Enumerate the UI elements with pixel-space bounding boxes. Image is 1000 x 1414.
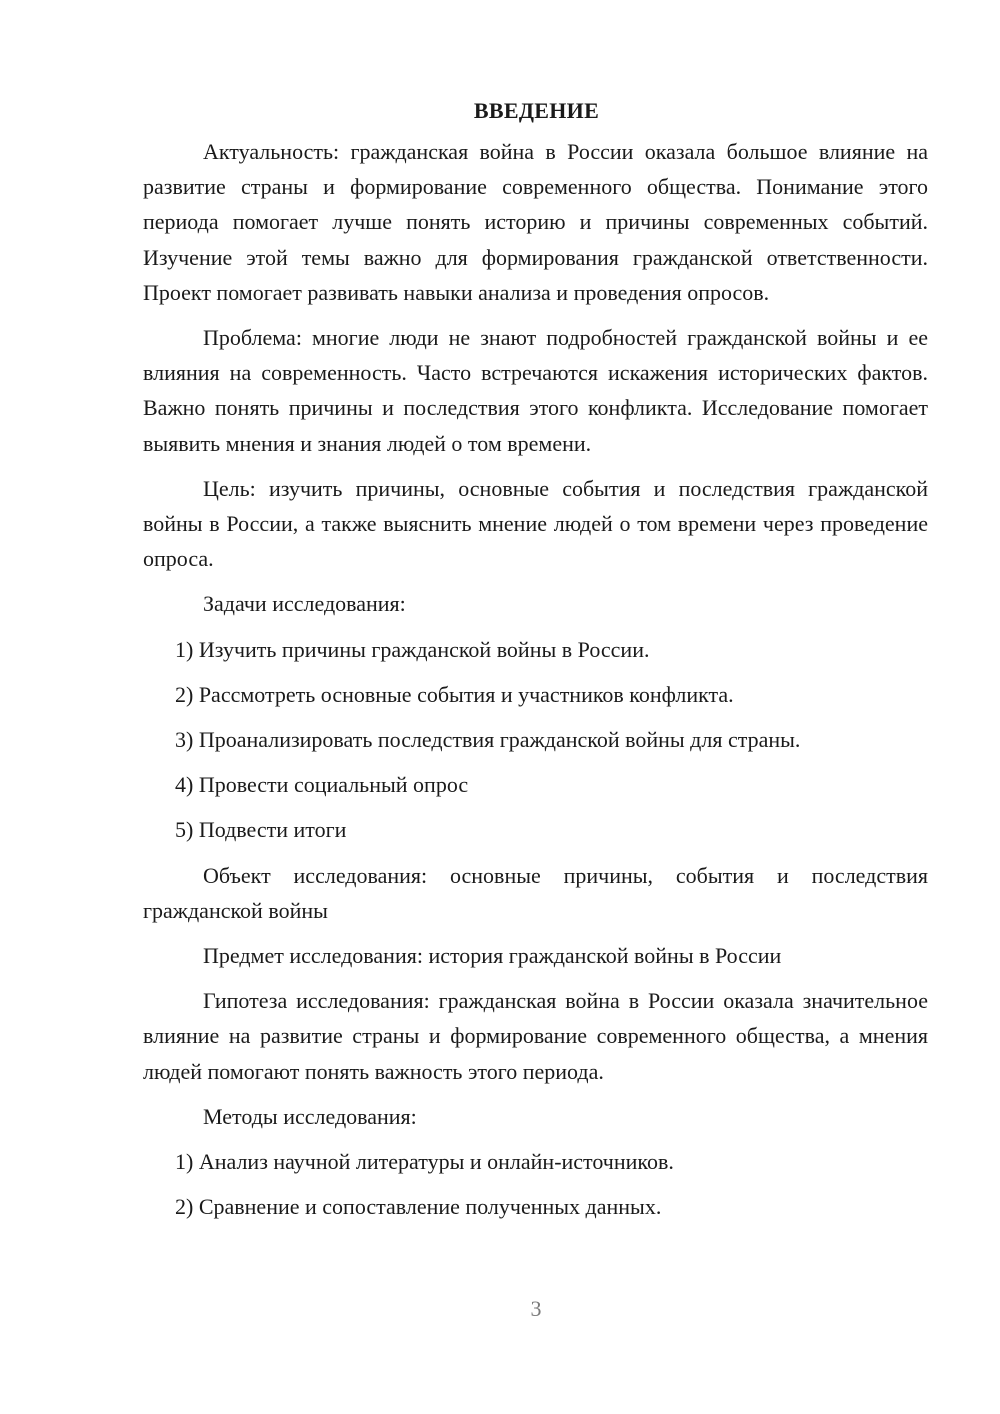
- paragraph-goal: Цель: изучить причины, основные события и последствия гражданской войны в России, а также выяснить мнение людей о том времени через проведение опроса.: [143, 475, 928, 572]
- methods-list: [143, 1144, 928, 1224]
- list-item: 5) Подвести итоги: [175, 817, 347, 843]
- list-item: 1) Анализ научной литературы и онлайн-источников.: [175, 1149, 674, 1175]
- page-number: 3: [530, 1296, 542, 1321]
- paragraph-relevance: Актуальность: гражданская война в России оказала большое влияние на развитие страны и формирование современного общества. Понимание этого периода помогает лучше понять историю и причины современных событий. Изучение этой темы важно для формирования гражданской ответственности. Проект помогает развивать навыки анализа и проведения опросов.: [143, 139, 928, 305]
- paragraph-subject: Предмет исследования: история гражданской войны в России: [203, 943, 782, 969]
- list-item: 1) Изучить причины гражданской войны в России.: [175, 636, 650, 662]
- tasks-list: [143, 632, 928, 848]
- paragraph-hypothesis: Гипотеза исследования: гражданская война в России оказала значительное влияние на развитие страны и формирование современного общества, а мнения людей помогают понять важность этого периода.: [143, 988, 928, 1084]
- list-item: 2) Рассмотреть основные события и участников конфликта.: [175, 681, 734, 707]
- methods-title: Методы исследования:: [203, 1103, 417, 1129]
- list-item: 2) Сравнение и сопоставление полученных данных.: [175, 1194, 662, 1220]
- page-heading: ВВЕДЕНИЕ: [473, 98, 600, 123]
- paragraph-object: Объект исследования: основные причины, события и последствия гражданской войны: [143, 862, 928, 923]
- list-item: 4) Провести социальный опрос: [175, 772, 469, 798]
- paragraph-problem: Проблема: многие люди не знают подробностей гражданской войны и ее влияния на современность. Часто встречаются искажения исторических фактов. Важно понять причины и последствия этого конфликта. Исследование помогает выявить мнения и знания людей о том времени.: [143, 325, 928, 456]
- list-item: 3) Проанализировать последствия гражданской войны для страны.: [175, 727, 801, 753]
- page-content: [143, 94, 928, 1224]
- tasks-title: Задачи исследования:: [203, 591, 406, 617]
